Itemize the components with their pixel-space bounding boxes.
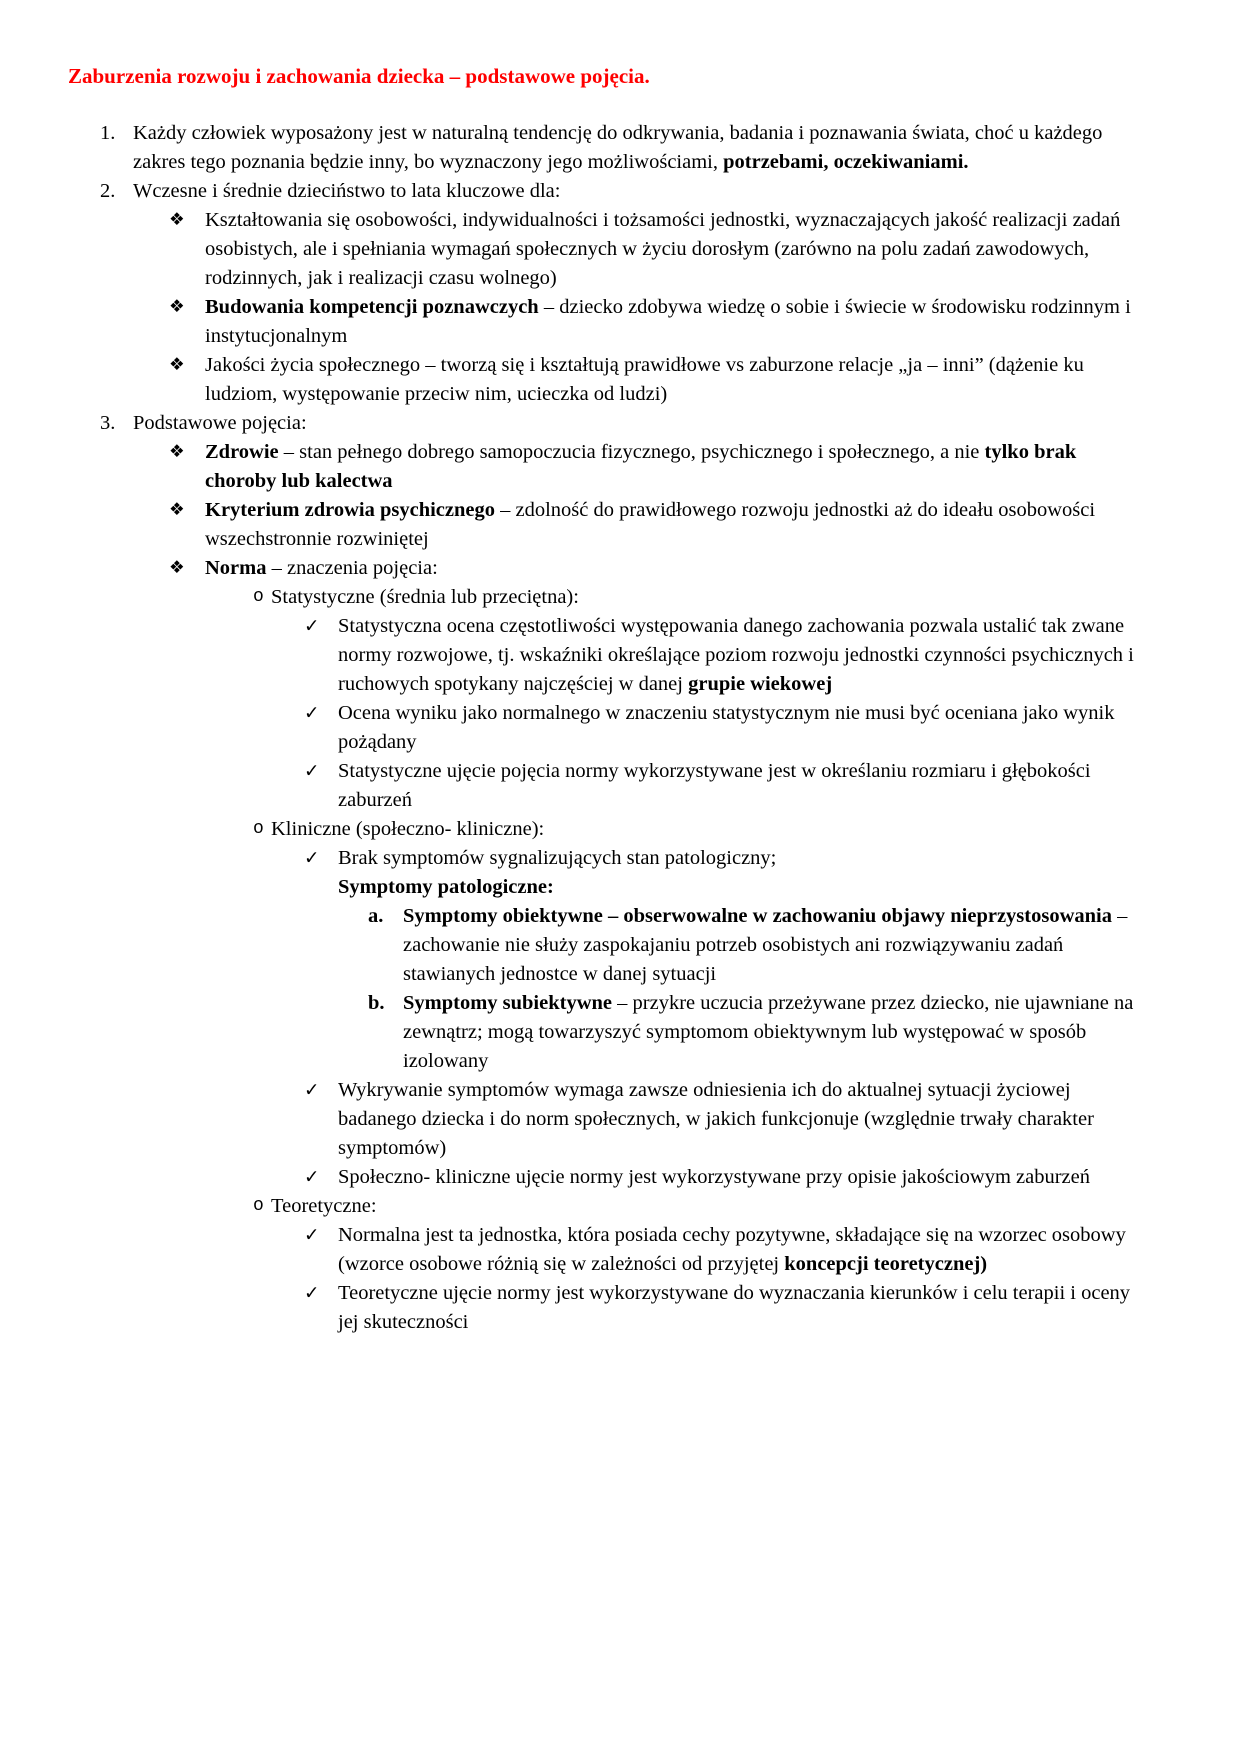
diamond-bullet-icon: ❖: [169, 500, 185, 520]
text-segment: Teoretyczne:: [271, 1195, 377, 1217]
text-segment: tylko brak choroby lub kalectwa: [205, 441, 1077, 492]
text-segment: Statystyczna ocena częstotliwości występowania danego zachowania pozwala ustalić tak zwane normy rozwojowe, tj. wskaźniki określające poziom rozwoju jednostki czynności psychicznych i ruchowych spotykany najczęściej w danej: [338, 615, 1134, 695]
list-item: [0, 438, 1144, 496]
diamond-bullet-icon: ❖: [169, 558, 185, 578]
circle-bullet-icon: o: [253, 819, 264, 839]
list-item: [0, 177, 1144, 206]
document-body: [0, 119, 1240, 1337]
text-segment: Kliniczne (społeczno- kliniczne):: [271, 818, 545, 840]
number-marker: 3.: [100, 412, 116, 434]
diamond-bullet-icon: ❖: [169, 297, 185, 317]
list-item: [0, 554, 1144, 583]
diamond-bullet-icon: ❖: [169, 442, 185, 462]
list-item: [0, 1192, 1144, 1221]
check-bullet-icon: ✓: [304, 1283, 320, 1304]
list-item: [0, 119, 1144, 177]
text-segment: Podstawowe pojęcia:: [133, 412, 307, 434]
circle-bullet-icon: o: [253, 587, 264, 607]
list-item: [0, 699, 1144, 757]
text-segment: Społeczno- kliniczne ujęcie normy jest wykorzystywane przy opisie jakościowym zaburzeń: [338, 1166, 1090, 1188]
text-segment: – zachowanie nie służy zaspokajaniu potrzeb osobistych ani rozwiązywaniu zadań stawianych jednostce w danej sytuacji: [403, 905, 1128, 985]
list-item: [0, 1279, 1144, 1337]
list-item: [0, 583, 1144, 612]
text-segment: Kryterium zdrowia psychicznego: [205, 499, 495, 521]
list-item: [0, 496, 1144, 554]
text-segment: koncepcji teoretycznej): [784, 1253, 988, 1275]
list-item: [0, 1221, 1144, 1279]
text-segment: Wykrywanie symptomów wymaga zawsze odniesienia ich do aktualnej sytuacji życiowej badanego dziecka i do norm społecznych, w jakich funkcjonuje (względnie trwały charakter symptomów): [338, 1079, 1094, 1159]
list-item: [0, 757, 1144, 815]
list-item: [0, 873, 1144, 902]
text-segment: – stan pełnego dobrego samopoczucia fizycznego, psychicznego i społecznego, a nie: [278, 441, 985, 463]
text-segment: Normalna jest ta jednostka, która posiada cechy pozytywne, składające się na wzorzec osobowy (wzorce osobowe różnią się w zależności od przyjętej: [338, 1224, 1126, 1275]
list-item: [0, 206, 1144, 293]
check-bullet-icon: ✓: [304, 1080, 320, 1101]
list-item: [0, 612, 1144, 699]
text-segment: Norma: [205, 557, 267, 579]
list-item: [0, 844, 1144, 873]
list-item: [0, 815, 1144, 844]
number-marker: 1.: [100, 122, 116, 144]
document-title: Zaburzenia rozwoju i zachowania dziecka – podstawowe pojęcia.: [68, 64, 650, 88]
text-segment: Kształtowania się osobowości, indywidualności i tożsamości jednostki, wyznaczających jakość realizacji zadań osobistych, ale i spełniania wymagań społecznych w życiu dorosłym (zarówno na polu zadań zawodowych, rodzinnych, jak i realizacji czasu wolnego): [205, 209, 1121, 289]
diamond-bullet-icon: ❖: [169, 210, 185, 230]
number-marker: 2.: [100, 180, 116, 202]
check-bullet-icon: ✓: [304, 761, 320, 782]
list-item: [0, 409, 1144, 438]
list-item: [0, 293, 1144, 351]
check-bullet-icon: ✓: [304, 1167, 320, 1188]
list-item: [0, 989, 1144, 1076]
text-segment: Teoretyczne ujęcie normy jest wykorzystywane do wyznaczania kierunków i celu terapii i oceny jej skuteczności: [338, 1282, 1131, 1333]
text-segment: Wczesne i średnie dzieciństwo to lata kluczowe dla:: [133, 180, 561, 202]
check-bullet-icon: ✓: [304, 1225, 320, 1246]
list-item: [0, 1163, 1144, 1192]
text-segment: Brak symptomów sygnalizujących stan patologiczny;: [338, 847, 777, 869]
check-bullet-icon: ✓: [304, 703, 320, 724]
text-segment: Ocena wyniku jako normalnego w znaczeniu statystycznym nie musi być oceniana jako wynik pożądany: [338, 702, 1115, 753]
text-segment: Jakości życia społecznego – tworzą się i kształtują prawidłowe vs zaburzone relacje „ja – inni” (dążenie ku ludziom, występowanie przeciw nim, ucieczka od ludzi): [205, 354, 1084, 405]
list-item: [0, 1076, 1144, 1163]
text-segment: Symptomy obiektywne – obserwowalne w zachowaniu objawy nieprzystosowania: [403, 905, 1112, 927]
text-segment: Statystyczne (średnia lub przeciętna):: [271, 586, 579, 608]
text-segment: Symptomy patologiczne:: [338, 876, 554, 898]
circle-bullet-icon: o: [253, 1196, 264, 1216]
text-segment: Statystyczne ujęcie pojęcia normy wykorzystywane jest w określaniu rozmiaru i głębokości zaburzeń: [338, 760, 1091, 811]
list-item: [0, 351, 1144, 409]
list-item: [0, 902, 1144, 989]
letter-marker: a.: [368, 905, 384, 927]
text-segment: Zdrowie: [205, 441, 279, 463]
letter-marker: b.: [368, 992, 385, 1014]
text-segment: Każdy człowiek wyposażony jest w naturalną tendencję do odkrywania, badania i poznawania świata, choć u każdego zakres tego poznania będzie inny, bo wyznaczony jego możliwościami,: [133, 122, 1103, 173]
text-segment: Symptomy subiektywne: [403, 992, 613, 1014]
check-bullet-icon: ✓: [304, 616, 320, 637]
text-segment: – przykre uczucia przeżywane przez dziecko, nie ujawniane na zewnątrz; mogą towarzyszyć symptomom obiektywnym lub występować w sposób izolowany: [403, 992, 1134, 1072]
check-bullet-icon: ✓: [304, 848, 320, 869]
text-segment: Budowania kompetencji poznawczych: [205, 296, 539, 318]
text-segment: grupie wiekowej: [688, 673, 833, 695]
text-segment: potrzebami, oczekiwaniami.: [723, 151, 969, 173]
diamond-bullet-icon: ❖: [169, 355, 185, 375]
text-segment: – znaczenia pojęcia:: [266, 557, 438, 579]
text-segment: – zdolność do prawidłowego rozwoju jednostki aż do ideału osobowości wszechstronnie rozwiniętej: [205, 499, 1096, 550]
text-segment: – dziecko zdobywa wiedzę o sobie i świecie w środowisku rodzinnym i instytucjonalnym: [205, 296, 1131, 347]
